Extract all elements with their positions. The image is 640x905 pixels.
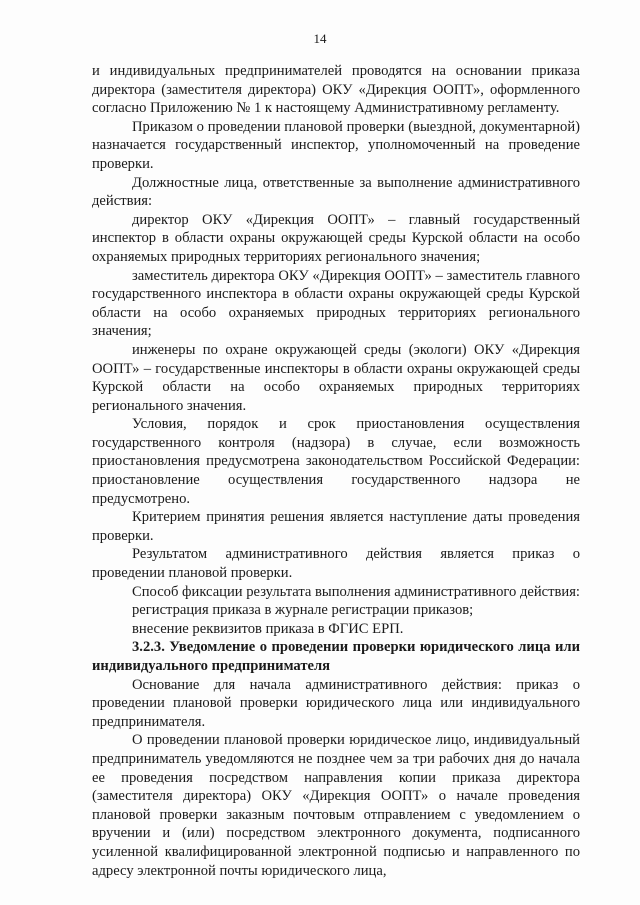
paragraph: Результатом административного действия является приказ о проведении плановой проверки. bbox=[92, 546, 580, 582]
paragraph: Способ фиксации результата выполнения административного действия: bbox=[132, 583, 580, 600]
paragraph: заместитель директора ОКУ «Дирекция ООПТ» – заместитель главного государственного инспектора в области охраны окружающей среды Курской области на особо охраняемых природных территориях регионального значения; bbox=[92, 267, 580, 340]
paragraph: Критерием принятия решения является наступление даты проведения проверки. bbox=[92, 509, 580, 544]
paragraph: инженеры по охране окружающей среды (экологи) ОКУ «Дирекция ООПТ» – государственные инспекторы в области охраны окружающей среды Курской области на особо охраняемых природных территориях регионального значения. bbox=[92, 341, 580, 414]
paragraph: и индивидуальных предпринимателей проводятся на основании приказа директора (заместителя директора) ОКУ «Дирекция ООПТ», оформленного согласно Приложению № 1 к настоящему Административному регламенту. bbox=[92, 63, 580, 117]
paragraph: директор ОКУ «Дирекция ООПТ» – главный государственный инспектор в области охраны окружающей среды Курской области на особо охраняемых природных территориях регионального значения; bbox=[92, 211, 580, 265]
paragraph: О проведении плановой проверки юридическое лицо, индивидуальный предприниматель уведомляются не позднее чем за три рабочих дня до начала ее проведения посредством направления копии приказа директора (заместителя директора) ОКУ «Дирекция ООПТ» о начале проведения плановой проверки заказным почтовым отправлением с уведомлением о вручении и (или) посредством электронного документа, подписанного усиленной квалифицированной электронной подписью и направленного по адресу электронной почты юридического лица, bbox=[92, 732, 580, 879]
document-body bbox=[92, 62, 580, 880]
paragraph: внесение реквизитов приказа в ФГИС ЕРП. bbox=[132, 620, 404, 637]
paragraph: Должностные лица, ответственные за выполнение административного действия: bbox=[92, 174, 580, 210]
page-number: 14 bbox=[313, 31, 327, 46]
paragraph: регистрация приказа в журнале регистрации приказов; bbox=[132, 602, 474, 619]
paragraph: Основание для начала административного действия: приказ о проведении плановой проверки юридического лица или индивидуального предпринимателя. bbox=[92, 676, 580, 730]
paragraph: Приказом о проведении плановой проверки (выездной, документарной) назначается государственный инспектор, уполномоченный на проведение проверки. bbox=[92, 118, 580, 172]
paragraph: Условия, порядок и срок приостановления осуществления государственного контроля (надзора) в случае, если возможность приостановления предусмотрена законодательством Российской Федерации: приостановление осуществления государственного надзора не предусмотрено. bbox=[92, 416, 580, 507]
section-heading: 3.2.3. Уведомление о проведении проверки юридического лица или индивидуального предпринимателя bbox=[92, 639, 580, 674]
